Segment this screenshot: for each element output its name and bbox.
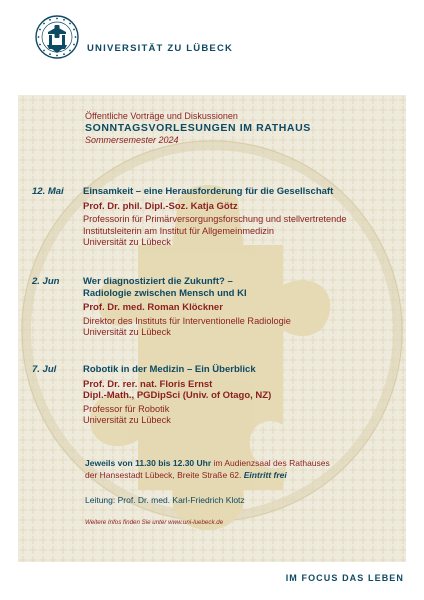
- series-title: SONNTAGSVORLESUNGEN IM RATHAUS: [85, 122, 311, 134]
- organizer-note: Leitung: Prof. Dr. med. Karl-Friedrich Klotz: [85, 495, 245, 505]
- header: [0, 0, 424, 95]
- lecture-title: Robotik in der Medizin – Ein Überblick: [83, 364, 256, 375]
- series-term: Sommersemester 2024: [85, 135, 179, 145]
- event-time: Jeweils von 11.30 bis 12.30 Uhr: [85, 458, 212, 468]
- series-header: [85, 111, 311, 145]
- lecture-body: [83, 276, 401, 339]
- poster-panel: [18, 95, 406, 562]
- slogan: IM FOCUS DAS LEBEN: [285, 573, 404, 583]
- lecture-title-line: Radiologie zwischen Mensch und KI: [83, 287, 247, 299]
- university-name: UNIVERSITÄT ZU LÜBECK: [87, 43, 234, 54]
- lecture-body: [83, 186, 401, 249]
- event-info-line-1: [85, 458, 395, 470]
- affiliation-line: Universität zu Lübeck: [83, 237, 171, 247]
- lecture-title-line: Wer diagnostiziert die Zukunft? –: [83, 276, 233, 287]
- lecture-affiliation: [83, 316, 401, 339]
- lecture-speaker: [83, 379, 401, 402]
- event-info-line-2: [85, 470, 395, 482]
- university-seal-logo: [34, 14, 80, 72]
- poster-content: [18, 95, 406, 562]
- lecture-title: Einsamkeit – eine Herausforderung für die Gesellschaft: [83, 186, 334, 197]
- affiliation-line: Direktor des Instituts für Interventionelle Radiologie: [83, 315, 291, 326]
- affiliation-line: Professor für Robotik: [83, 403, 170, 414]
- lecture-affiliation: [83, 404, 401, 427]
- lecture-speaker: Prof. Dr. med. Roman Klöckner: [83, 302, 223, 313]
- lecture-date: 7. Jul: [32, 364, 57, 375]
- lecture-affiliation: [83, 214, 401, 249]
- affiliation-line: Universität zu Lübeck: [83, 327, 171, 337]
- lecture-date: 12. Mai: [32, 186, 64, 197]
- lecture-speaker: Prof. Dr. phil. Dipl.-Soz. Katja Götz: [83, 200, 238, 212]
- event-place-2: der Hansestadt Lübeck, Breite Straße 62.: [85, 469, 244, 480]
- speaker-line: Prof. Dr. rer. nat. Floris Ernst: [83, 378, 213, 390]
- lecture-date: 2. Jun: [32, 276, 60, 287]
- lecture-body: [83, 364, 401, 427]
- admission-note: Eintritt frei: [243, 469, 287, 480]
- series-subtitle: Öffentliche Vorträge und Diskussionen: [85, 111, 238, 121]
- event-place-1: im Audienzsaal des Rathauses: [211, 458, 330, 468]
- affiliation-line: Institutsleiterin am Institut für Allgemeinmedizin: [83, 225, 274, 236]
- affiliation-line: Universität zu Lübeck: [83, 415, 171, 425]
- speaker-line: Dipl.-Math., PGDipSci (Univ. of Otago, NZ): [83, 390, 272, 401]
- more-info-link[interactable]: Weitere Infos finden Sie unter www.uni-luebeck.de: [85, 519, 224, 526]
- event-info: [85, 458, 395, 481]
- affiliation-line: Professorin für Primärversorgungsforschung und stellvertretende: [83, 214, 347, 224]
